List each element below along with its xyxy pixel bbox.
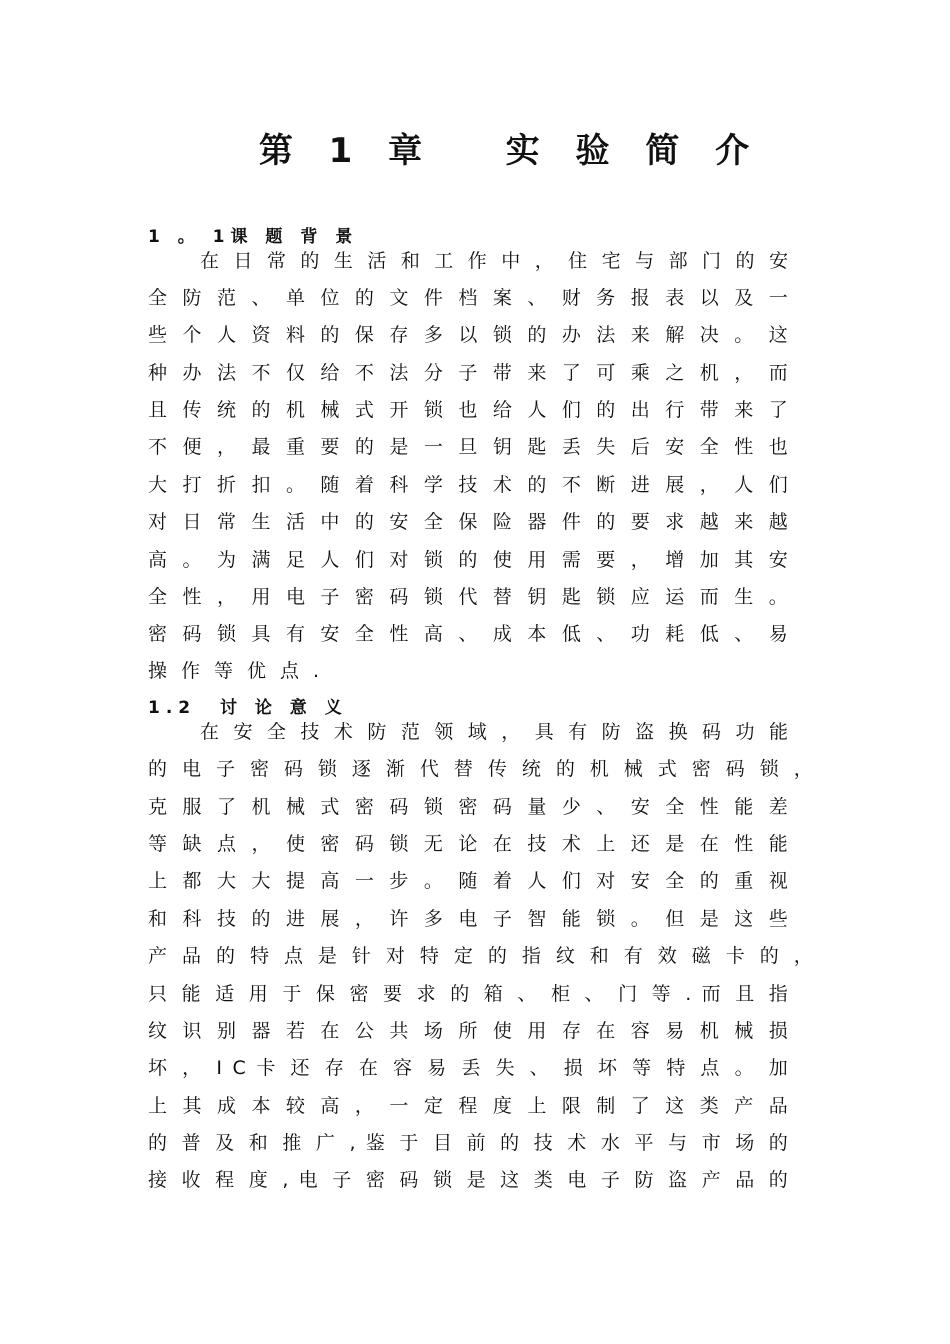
paragraph-line: 产 品 的 特 点 是 针 对 特 定 的 指 纹 和 有 效 磁 卡 的 ， <box>148 945 813 967</box>
paragraph-line: 操作等优点. <box>148 660 334 682</box>
paragraph-line: 在 安 全 技 术 防 范 领 域 ， 具 有 防 盗 换 码 功 能 <box>200 721 788 743</box>
paragraph-line: 接 收 程 度 , 电 子 密 码 锁 是 这 类 电 子 防 盗 产 品 的 <box>148 1169 788 1191</box>
paragraph-line: 等 缺 点 ， 使 密 码 锁 无 论 在 技 术 上 还 是 在 性 能 <box>148 833 788 855</box>
paragraph-line: 种 办 法 不 仅 给 不 法 分 子 带 来 了 可 乘 之 机 ， 而 <box>148 362 788 384</box>
paragraph-line: 些 个 人 资 料 的 保 存 多 以 锁 的 办 法 来 解 决 。 这 <box>148 324 788 346</box>
paragraph-line: 对 日 常 生 活 中 的 安 全 保 险 器 件 的 要 求 越 来 越 <box>148 511 788 533</box>
paragraph-line: 全 性 ， 用 电 子 密 码 锁 代 替 钥 匙 锁 应 运 而 生 。 <box>148 586 788 608</box>
section-heading-significance: 1.2 讨 论 意 义 <box>148 698 348 718</box>
paragraph-line: 坏 ， I C 卡 还 存 在 容 易 丢 失 、 损 坏 等 特 点 。 加 <box>148 1057 788 1079</box>
paragraph-line: 大 打 折 扣 。 随 着 科 学 技 术 的 不 断 进 展 ， 人 们 <box>148 474 788 496</box>
paragraph-line: 上 其 成 本 较 高 ， 一 定 程 度 上 限 制 了 这 类 产 品 <box>148 1095 788 1117</box>
paragraph-line: 在 日 常 的 生 活 和 工 作 中 ， 住 宅 与 部 门 的 安 <box>200 250 788 272</box>
paragraph-line: 高 。 为 满 足 人 们 对 锁 的 使 用 需 要 ， 增 加 其 安 <box>148 549 788 571</box>
paragraph-line: 纹 识 别 器 若 在 公 共 场 所 使 用 存 在 容 易 机 械 损 <box>148 1020 788 1042</box>
paragraph-line: 克 服 了 机 械 式 密 码 锁 密 码 量 少 、 安 全 性 能 差 <box>148 796 788 818</box>
paragraph-line: 不 便 ， 最 重 要 的 是 一 旦 钥 匙 丢 失 后 安 全 性 也 <box>148 436 788 458</box>
paragraph-line: 的 普 及 和 推 广 , 鉴 于 目 前 的 技 术 水 平 与 市 场 的 <box>148 1132 788 1154</box>
chapter-title: 第 1 章 实 验 简 介 <box>258 131 762 171</box>
paragraph-line: 全 防 范 、 单 位 的 文 件 档 案 、 财 务 报 表 以 及 一 <box>148 287 788 309</box>
paragraph-line: 密 码 锁 具 有 安 全 性 高 、 成 本 低 、 功 耗 低 、 易 <box>148 623 788 645</box>
paragraph-line: 和 科 技 的 进 展 ， 许 多 电 子 智 能 锁 。 但 是 这 些 <box>148 908 788 930</box>
paragraph-line: 上 都 大 大 提 高 一 步 。 随 着 人 们 对 安 全 的 重 视 <box>148 870 788 892</box>
paragraph-line: 且 传 统 的 机 械 式 开 锁 也 给 人 们 的 出 行 带 来 了 <box>148 399 788 421</box>
section-heading-background: 1 。 1课 题 背 景 <box>148 227 359 247</box>
paragraph-line: 只 能 适 用 于 保 密 要 求 的 箱 、 柜 、 门 等 . 而 且 指 <box>148 983 788 1005</box>
paragraph-line: 的 电 子 密 码 锁 逐 渐 代 替 传 统 的 机 械 式 密 码 锁 ， <box>148 758 813 780</box>
